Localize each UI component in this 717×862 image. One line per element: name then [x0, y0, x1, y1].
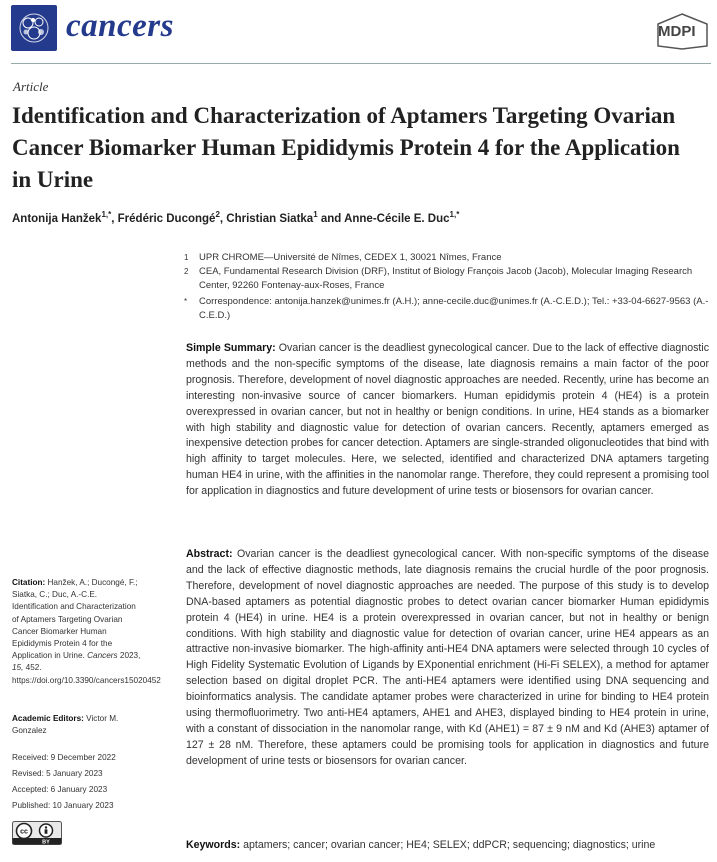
correspondence-text[interactable]: Correspondence: antonija.hanzek@unimes.fr (A.H.); anne-cecile.duc@unimes.fr (A.-C.E.D.); Tel.: +33-04-6627-9563 (A.-C.E.D.): [199, 296, 709, 321]
author-sep: and: [317, 212, 345, 225]
cc-text: cc: [20, 828, 28, 836]
by-text: BY: [42, 839, 50, 845]
keywords: [186, 838, 709, 854]
published-date: Published: 10 January 2023: [12, 801, 114, 810]
author-list: [12, 210, 459, 225]
simple-summary: [186, 341, 709, 500]
author-1-affil: 1,*: [101, 210, 112, 219]
simple-summary-label: Simple Summary:: [186, 342, 276, 354]
revised-date: Revised: 5 January 2023: [12, 769, 103, 778]
citation-year: 2023,: [119, 651, 141, 661]
article-title: Identification and Characterization of Aptamers Targeting Ovarian Cancer Biomarker Human Epididymis Protein 4 for the Application in Urine: [12, 103, 680, 192]
author-3[interactable]: Christian Siatka: [226, 212, 314, 225]
author-sep: ,: [219, 212, 227, 225]
journal-logo-icon: [11, 5, 57, 51]
keywords-text: aptamers; cancer; ovarian cancer; HE4; SELEX; ddPCR; sequencing; diagnostics; urine: [243, 839, 656, 851]
affiliation-mark: *: [184, 297, 188, 306]
received-date: Received: 9 December 2022: [12, 753, 116, 762]
author-2-affil: 2: [215, 210, 220, 219]
citation-volume: 15,: [12, 663, 24, 673]
accepted-date: Accepted: 6 January 2023: [12, 785, 108, 794]
journal-logo: [11, 5, 57, 51]
citation-text: Hanžek, A.; Ducongé, F.; Siatka, C.; Duc, A.-C.E. Identification and Characterization of Aptamers Targeting Ovarian Cancer Biomarker Human Epididymis Protein 4 for the Application in Urine.: [12, 578, 138, 661]
affiliation-text: CEA, Fundamental Research Division (DRF), Institut of Biology François Jacob (Jacob), Molecular Imaging Research Center, 92260 Fontenay-aux-Roses, France: [199, 266, 693, 291]
cc-by-license-badge[interactable]: [12, 821, 62, 845]
journal-name[interactable]: cancers: [66, 8, 174, 44]
simple-summary-text: Ovarian cancer is the deadliest gynecological cancer. Due to the lack of effective diagnostic methods and the non-specific symptoms of the disease, late diagnosis remains a main factor of the poor prognosis. Therefore, development of novel diagnostic approaches are needed. Recently, urine has become an interesting non-invasive source of cancer biomarkers. Human epididymis protein 4 (HE4) is a protein overexpressed in ovarian cancer, but not in healthy or benign conditions. In urine, HE4 stands as a biomarker with high stability and diagnostic value for detection of ovarian cancers. Recently, aptamers emerged as inexpensive detection probes for cancer detection. Aptamers are single-stranded oligonucleotides that bind with high affinity to target molecules. Here, we selected, identified and characterized DNA aptamers targeting human HE4 in urine, with the affinities in the nanomolar range. Therefore, they could represent a promising tool for application in diagnostics and future development of urine tests or biosensors for ovarian cancer.: [186, 342, 709, 498]
abstract: [186, 547, 709, 770]
affiliation-2: [186, 265, 706, 293]
author-4-affil: 1,*: [449, 210, 460, 219]
publisher-name: MDPI: [658, 23, 696, 40]
author-4[interactable]: Anne-Cécile E. Duc: [344, 212, 450, 225]
citation-journal: Cancers: [87, 651, 118, 661]
abstract-text: Ovarian cancer is the deadliest gynecological cancer. With non-specific symptoms of the disease and the lack of effective diagnostic methods, late diagnosis remains the crucial hurdle of the poor prognosis. Therefore, development of novel diagnostic approaches are needed. The purpose of this study is to develop DNA-based aptamers as potential diagnostic probes to detect ovarian cancer biomarker Human epididymis protein 4 (HE4) in urine. HE4 is a protein overexpressed in ovarian cancer, but not in healthy or benign conditions. With high stability and diagnostic value for detection of ovarian cancer, urine HE4 appears as an attractive non-invasive biomarker. The high-affinity anti-HE4 DNA aptamers were selected through 10 cycles of High Fidelity Systematic Evolution of Ligands by EXponential enrichment (Hi-Fi SELEX), a method for aptamer selection based on digital droplet PCR. The anti-HE4 aptamers were identified using DNA sequencing and bioinformatics analysis. The candidate aptamer probes were characterized in urine for binding to HE4 protein using thermofluorimetry. Two anti-HE4 aptamers, AHE1 and AHE3, displayed binding to HE4 protein in urine, with a constant of dissociation in the nanomolar range, with Kd (AHE1) = 87 ± 9 nM and Kd (AHE3) aptamer of 127 ± 28 nM. Therefore, these aptamers could be promising tools for application in diagnostics and future development of urine tests or biosensors for ovarian cancer.: [186, 548, 709, 767]
affiliation-1: [186, 251, 706, 265]
author-3-affil: 1: [313, 210, 318, 219]
correspondence: [184, 295, 709, 323]
affiliation-mark: 2: [184, 267, 189, 276]
author-1[interactable]: Antonija Hanžek: [12, 212, 102, 225]
cc-by-icon: [12, 821, 62, 845]
citation-block: [12, 577, 161, 687]
author-sep: ,: [111, 212, 118, 225]
affiliation-mark: 1: [184, 253, 189, 262]
editors-label: Academic Editors:: [12, 714, 84, 723]
affiliation-text: UPR CHROME—Université de Nîmes, CEDEX 1, 30021 Nîmes, France: [199, 252, 502, 263]
header-divider: [11, 63, 711, 64]
article-type: Article: [13, 79, 49, 94]
abstract-label: Abstract:: [186, 548, 233, 560]
keywords-label: Keywords:: [186, 839, 241, 851]
editors-text: Victor M. Gonzalez: [12, 714, 119, 736]
citation-label: Citation:: [12, 578, 46, 587]
academic-editors: [12, 713, 144, 737]
citation-doi[interactable]: 452. https://doi.org/10.3390/cancers15020452: [12, 663, 161, 685]
publisher-logo[interactable]: [655, 12, 710, 50]
author-2[interactable]: Frédéric Ducongé: [117, 212, 216, 225]
